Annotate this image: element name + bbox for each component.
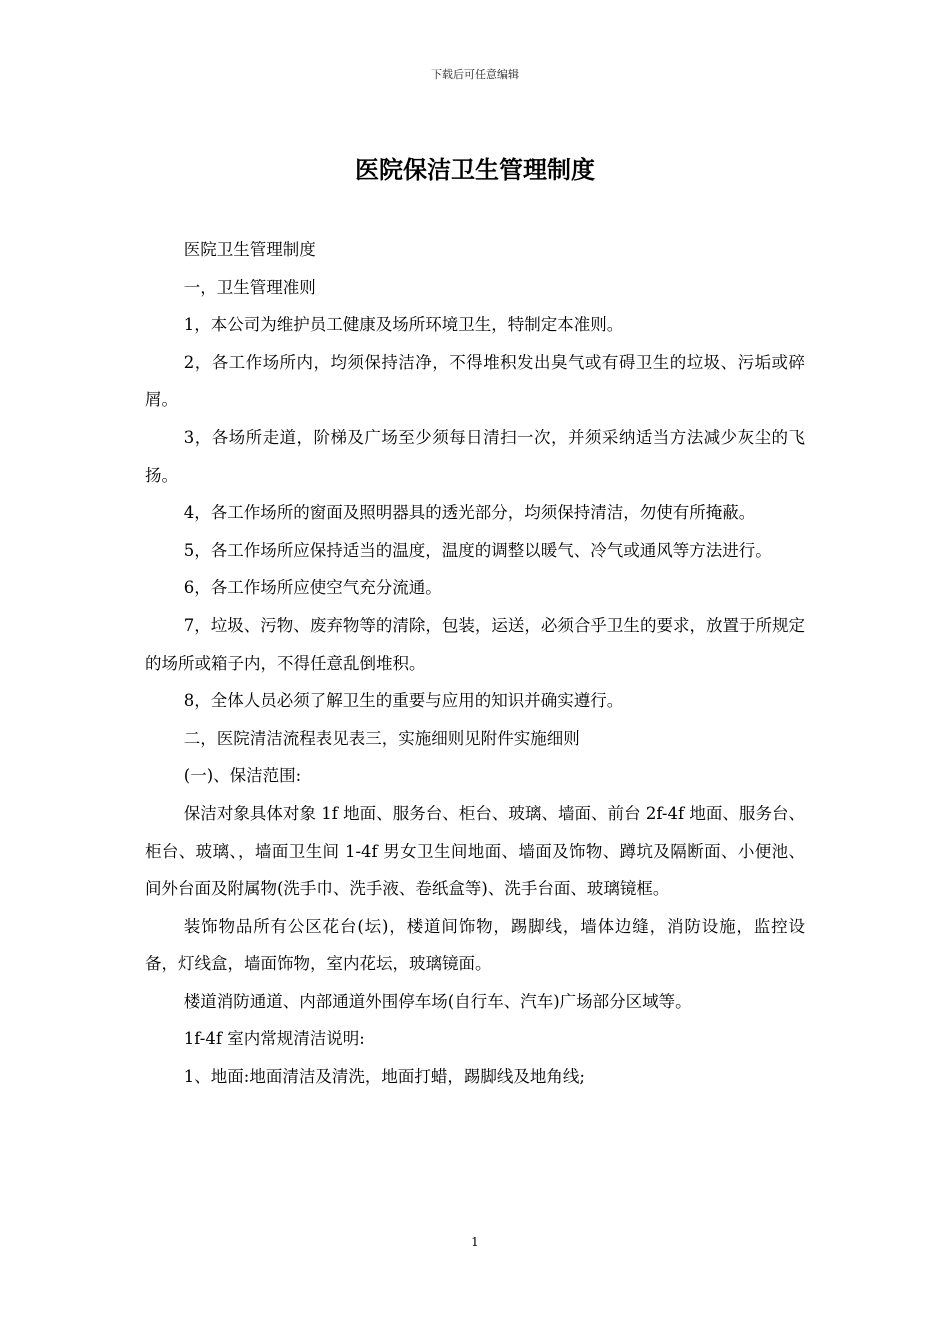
paragraph: 8，全体人员必须了解卫生的重要与应用的知识并确实遵行。 — [183, 691, 624, 711]
paragraph: 1f-4f 室内常规清洁说明: — [183, 1029, 365, 1049]
document-title: 医院保洁卫生管理制度 — [355, 155, 595, 184]
paragraph: 医院卫生管理制度 — [183, 240, 316, 259]
page-header-note: 下载后可任意编辑 — [431, 68, 519, 81]
paragraph: 楼道消防通道、内部通道外围停车场(自行车、汽车)广场部分区域等。 — [183, 991, 692, 1011]
paragraph: 4，各工作场所的窗面及照明器具的透光部分，均须保持清洁，勿使有所掩蔽。 — [183, 503, 756, 523]
paragraph: 5，各工作场所应保持适当的温度，温度的调整以暖气、冷气或通风等方法进行。 — [183, 540, 772, 560]
paragraph: 保洁对象具体对象 1f 地面、服务台、柜台、玻璃、墙面、前台 2f-4f 地面、服务台、柜台、玻璃、，墙面卫生间 1-4f 男女卫生间地面、墙面及饰物、蹲坑及隔断面、小便池、间外台面及附属物(洗手巾、洗手液、卷纸盒等)、洗手台面、玻璃镜框。 — [145, 803, 805, 899]
paragraph: 3，各场所走道，阶梯及广场至少须每日清扫一次，并须采纳适当方法减少灰尘的飞扬。 — [145, 427, 805, 485]
paragraph: 6，各工作场所应使空气充分流通。 — [183, 578, 442, 598]
paragraph: 1、地面:地面清洁及清洗，地面打蜡，踢脚线及地角线; — [183, 1067, 585, 1087]
paragraph: 2，各工作场所内，均须保持洁净，不得堆积发出臭气或有碍卫生的垃圾、污垢或碎屑。 — [145, 352, 805, 410]
paragraph: 二，医院清洁流程表见表三，实施细则见附件实施细则 — [183, 728, 580, 748]
paragraph: 一，卫生管理准则 — [183, 277, 316, 297]
paragraph: 1，本公司为维护员工健康及场所环境卫生，特制定本准则。 — [183, 315, 624, 335]
paragraph: (一)、保洁范围: — [183, 766, 302, 786]
page-number: 1 — [471, 1235, 479, 1249]
document-body — [145, 231, 805, 1096]
paragraph: 装饰物品所有公区花台(坛)，楼道间饰物，踢脚线，墙体边缝，消防设施，监控设备，灯线盒，墙面饰物，室内花坛，玻璃镜面。 — [145, 916, 805, 974]
paragraph: 7，垃圾、污物、废弃物等的清除，包装，运送，必须合乎卫生的要求，放置于所规定的场所或箱子内，不得任意乱倒堆积。 — [145, 615, 805, 673]
